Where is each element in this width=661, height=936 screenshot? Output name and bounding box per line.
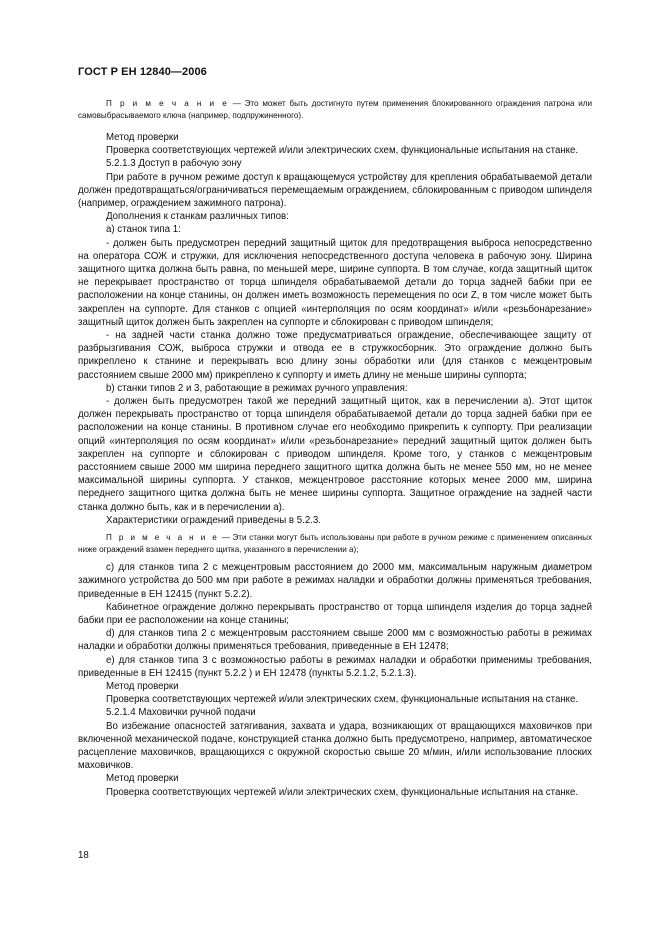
note-1-text: — Это может быть достигнуто путем применения блокированного ограждения патрона или самовыбрасываемого ключа (например, подпружиненного). bbox=[78, 99, 592, 120]
paragraph: Проверка соответствующих чертежей и/или электрических схем, функциональные испытания на станке. bbox=[106, 145, 579, 157]
list-item: - должен быть предусмотрен передний защитный щиток для предотвращения выброса непосредственно на оператора СОЖ и стружки, для исключения непосредственного доступа человека в рабочую зону. Ширина защитного щитка должна быть равна, по меньшей мере, ширине суппорта. В том случае, когда защитный щиток не перекрывает пространство от торца шпинделя обрабатываемой детали до торца задней бабки при ее расположении на конце станины, он должен иметь возможность перемещения по оси Z, в том числе может быть закреплен на суппорте. Для станков с опцией «интерполяция по осям координат» и/или «резьбонарезание» защитный щиток должен быть закреплен на суппорте и сблокирован с приводом шпинделя; bbox=[78, 237, 592, 328]
note-2 bbox=[78, 532, 592, 556]
paragraph: Характеристики ограждений приведены в 5.2.3. bbox=[106, 514, 321, 526]
list-item: a) станок типа 1: bbox=[106, 224, 181, 236]
list-item: - должен быть предусмотрен такой же передний защитный щиток, как в перечислении a). Этот щиток должен перекрывать пространство от торца шпинделя обрабатываемой детали до торца задней бабки при ее расположении на конце станины. В противном случае его необходимо прикрепить к суппорту. При реализации опций «интерполяция по осям координат» и/или «резьбонарезание» передний защитный щиток должен быть закреплен на суппорте и сблокирован с приводом шпинделя. Кроме того, у станков с межцентровым расстоянием свыше 2000 мм ширина переднего защитного щитка должна быть не менее 550 мм, но не менее максимальной ширины суппорта. У станков, межцентровое расстояние которых менее 2000 мм, ширина переднего защитного щитка должна быть не менее ширины суппорта. Защитное ограждение на задней части станка должно быть, как и в перечислении a). bbox=[78, 396, 592, 513]
paragraph: Проверка соответствующих чертежей и/или электрических схем, функциональные испытания на станке. bbox=[106, 694, 579, 706]
section-heading: 5.2.1.3 Доступ в рабочую зону bbox=[106, 158, 242, 170]
paragraph: Метод проверки bbox=[106, 132, 179, 143]
paragraph: Во избежание опасностей затягивания, захвата и удара, возникающих от вращающихся маховичков при включенной механической подаче, конструкцией станка должно быть предусмотрено, например, автоматическое расцепление маховичков, вращающихся с окружной скоростью свыше 20 м/мин, и/или использование плоских маховичков. bbox=[78, 720, 592, 772]
list-item: b) станки типов 2 и 3, работающие в режимах ручного управления: bbox=[106, 382, 408, 394]
note-1-label: П р и м е ч а н и е bbox=[106, 99, 229, 108]
paragraph: Кабинетное ограждение должно перекрывать пространство от торца шпинделя изделия до торца задней бабки при ее расположении на конце станины; bbox=[78, 601, 592, 626]
section-heading: 5.2.1.4 Маховички ручной подачи bbox=[106, 707, 256, 719]
page-number: 18 bbox=[78, 850, 89, 861]
list-item: - на задней части станка должно тоже предусматриваться ограждение, обеспечивающее защиту от разбрызгивания СОЖ, выброса стружки и отвода ее в стружкосборник. Это ограждение должно быть прикреплено к станине и перекрывать всю длину зоны обработки или (для станков с межцентровым расстоянием свыше 2000 мм) прикреплено к суппорту и иметь длину не меньше ширины суппорта; bbox=[78, 330, 592, 381]
list-item: c) для станков типа 2 с межцентровым расстоянием до 2000 мм, максимальным наружным диаметром зажимного устройства до 500 мм при работе в режимах наладки и обработки должны применяться требования, приведенные в ЕН 12415 (пункт 5.2.2). bbox=[78, 562, 592, 600]
paragraph: Дополнения к станкам различных типов: bbox=[106, 211, 289, 223]
note-2-text: — Эти станки могут быть использованы при работе в ручном режиме с применением описанных ниже ограждений взамен переднего щитка, указанного в перечислении a); bbox=[78, 533, 593, 555]
list-item: e) для станков типа 3 с возможностью работы в режимах наладки и обработки применимы требования, приведенные в ЕН 12415 (пункт 5.2.2 ) и ЕН 12478 (пункты 5.2.1.2, 5.2.1.3). bbox=[78, 654, 592, 679]
paragraph: Проверка соответствующих чертежей и/или электрических схем, функциональные испытания на станке. bbox=[106, 786, 579, 798]
document-header: ГОСТ Р ЕН 12840—2006 bbox=[78, 66, 207, 78]
paragraph: Метод проверки bbox=[106, 773, 179, 785]
list-item: d) для станков типа 2 с межцентровым расстоянием свыше 2000 мм с возможностью работы в режимах наладки и обработки должны применяться требования, приведенные в ЕН 12478; bbox=[78, 628, 592, 653]
note-2-label: П р и м е ч а н и е bbox=[106, 533, 220, 543]
body-section-b bbox=[78, 561, 592, 799]
document-page bbox=[78, 66, 592, 799]
body-section-a bbox=[78, 131, 592, 527]
paragraph: Метод проверки bbox=[106, 680, 179, 692]
paragraph: При работе в ручном режиме доступ к вращающемуся устройству для крепления обрабатываемой детали должен предотвращаться/ограничиваться перемещаемым ограждением, сблокированным с приводом шпинделя (например, ограждением зажимного патрона). bbox=[78, 171, 592, 210]
note-1 bbox=[78, 98, 592, 122]
